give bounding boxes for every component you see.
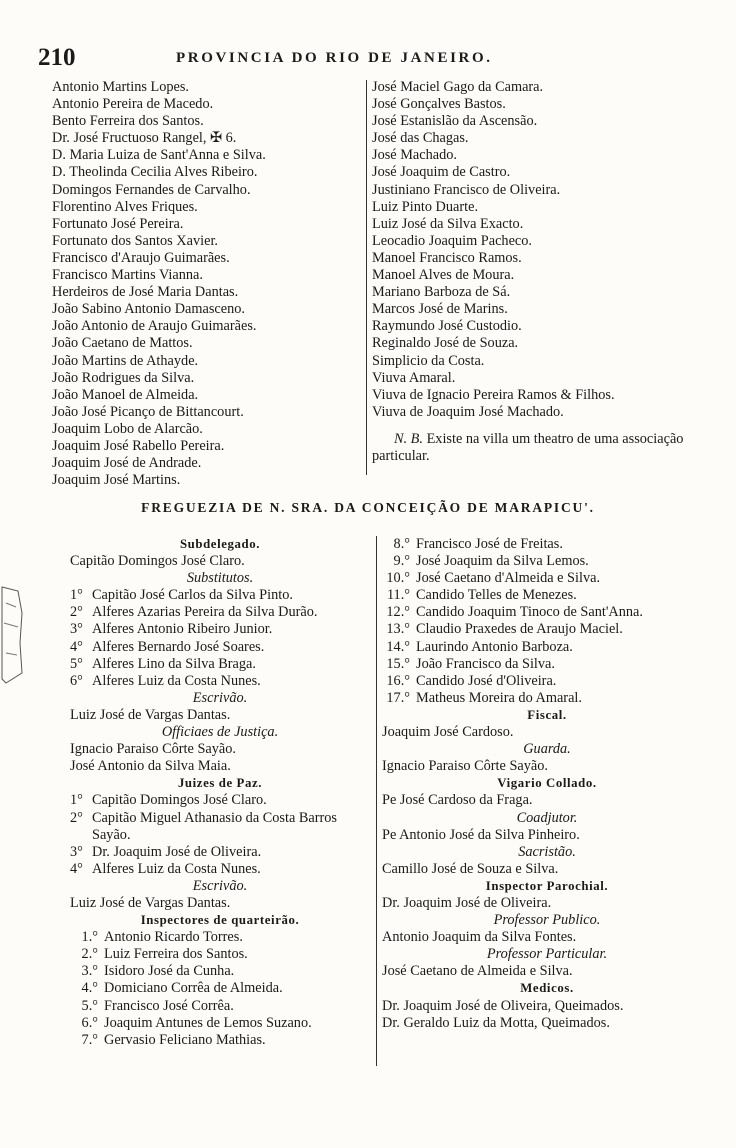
list-item: Joaquim José Martins. [52, 472, 181, 489]
table-row [70, 844, 370, 861]
table-row [70, 792, 370, 809]
list-item: Raymundo José Custodio. [372, 318, 522, 335]
list-item: João Martins de Athayde. [52, 352, 199, 369]
ordinal: 1° [70, 587, 83, 604]
ordinal: 9.° [393, 553, 410, 570]
page-header [38, 46, 698, 74]
person-name: Capitão Domingos José Claro. [92, 792, 267, 809]
professor-publico-name: Antonio Joaquim da Silva Fontes. [382, 929, 577, 946]
officiaes-heading: Officiaes de Justiça. [161, 724, 279, 741]
ordinal: 16.° [386, 672, 410, 689]
list-item: Luiz José da Silva Exacto. [372, 215, 524, 232]
inspector-parochial-heading: Inspector Parochial. [485, 878, 609, 893]
list-item: Luiz Pinto Duarte. [372, 198, 479, 215]
table-row [382, 690, 712, 707]
list-item: Viuva de Joaquim José Machado. [372, 403, 564, 420]
ordinal: 6° [70, 672, 83, 689]
list-item: Marcos José de Marins. [372, 301, 508, 318]
table-row [70, 1015, 370, 1032]
list-item: Mariano Barboza de Sá. [372, 284, 511, 301]
table-row [382, 587, 712, 604]
ordinal: 6.° [81, 1014, 98, 1031]
person-name: Laurindo Antonio Barboza. [416, 638, 573, 655]
ordinal: 4° [70, 638, 83, 655]
ordinal: 8.° [393, 536, 410, 552]
list-item: Francisco d'Araujo Guimarães. [52, 249, 230, 266]
escrivao2-name: Luiz José de Vargas Dantas. [70, 894, 231, 911]
list-item: Leocadio Joaquim Pacheco. [372, 232, 532, 249]
table-row [382, 639, 712, 656]
inspectores-heading: Inspectores de quarteirão. [140, 913, 300, 928]
list-item: Domingos Fernandes de Carvalho. [52, 181, 251, 198]
list-item: José Machado. [372, 147, 457, 164]
list-item: José Joaquim de Castro. [372, 164, 511, 181]
running-title: PROVINCIA DO RIO DE JANEIRO. [176, 50, 493, 66]
table-row [70, 1032, 370, 1049]
list-item: Antonio Pereira de Macedo. [52, 96, 214, 113]
list-item: Antonio Martins Lopes. [52, 79, 190, 95]
person-name: Capitão José Carlos da Silva Pinto. [92, 587, 293, 604]
coadjutor-heading: Coadjutor. [516, 809, 578, 826]
list-item: José Maciel Gago da Camara. [372, 79, 544, 95]
ordinal: 1.° [81, 929, 98, 946]
subdelegado-name: Capitão Domingos José Claro. [70, 553, 245, 570]
list-item: Viuva de Ignacio Pereira Ramos & Filhos. [372, 386, 615, 403]
vigario-name: Pe José Cardoso da Fraga. [382, 792, 533, 809]
ordinal: 2.° [81, 946, 98, 963]
fiscal-name: Joaquim José Cardoso. [382, 724, 514, 741]
person-name: Antonio Ricardo Torres. [104, 929, 243, 946]
list-item: Florentino Alves Friques. [52, 198, 198, 215]
list-item: Joaquim José de Andrade. [52, 455, 202, 472]
sacristao-heading: Sacristão. [518, 843, 576, 860]
guarda-name: Ignacio Paraiso Côrte Sayão. [382, 758, 548, 775]
list-item: Joaquim José Rabello Pereira. [52, 437, 225, 454]
inspector-parochial-name: Dr. Joaquim José de Oliveira. [382, 894, 552, 911]
ordinal: 3° [70, 843, 83, 860]
guarda-heading: Guarda. [523, 741, 571, 758]
ordinal: 17.° [386, 689, 410, 706]
table-row [382, 621, 712, 638]
fiscal-heading: Fiscal. [527, 707, 567, 722]
person-name: Alferes Bernardo José Soares. [92, 638, 265, 655]
vigario-heading: Vigario Collado. [497, 776, 597, 791]
person-name: Isidoro José da Cunha. [104, 963, 235, 980]
inspectores-continued-list [382, 536, 712, 707]
ordinal: 2° [70, 604, 83, 621]
person-name: João Francisco da Silva. [416, 655, 555, 672]
list-item: Herdeiros de José Maria Dantas. [52, 284, 239, 301]
list-item: Fortunato dos Santos Xavier. [52, 232, 218, 249]
table-row [70, 587, 370, 604]
list-item: José das Chagas. [372, 130, 469, 147]
list-item: Bento Ferreira dos Santos. [52, 113, 204, 130]
table-row [70, 946, 370, 963]
medico-2: Dr. Geraldo Luiz da Motta, Queimados. [382, 1014, 610, 1031]
list-item: Viuva Amaral. [372, 369, 456, 386]
note-nb-text: Existe na villa um theatro de uma associação particular. [372, 430, 684, 464]
table-row [70, 656, 370, 673]
list-item: João Caetano de Mattos. [52, 335, 193, 352]
ordinal: 13.° [386, 621, 410, 638]
ordinal: 14.° [386, 638, 410, 655]
table-row [70, 639, 370, 656]
person-name: Claudio Praxedes de Araujo Maciel. [416, 621, 623, 638]
list-item: José Estanislão da Ascensão. [372, 113, 538, 130]
list-item: Joaquim Lobo de Alarcão. [52, 420, 203, 437]
list-item: João Rodrigues da Silva. [52, 369, 195, 386]
table-row [70, 827, 370, 844]
top-column-divider [366, 80, 367, 475]
list-item: D. Theolinda Cecilia Alves Ribeiro. [52, 164, 258, 181]
list-item: Reginaldo José de Souza. [372, 335, 519, 352]
list-item: João José Picanço de Bittancourt. [52, 403, 244, 420]
person-name: Dr. Joaquim José de Oliveira. [92, 843, 262, 860]
ordinal: 2° [70, 809, 83, 826]
bottom-left-column [70, 536, 370, 1049]
medico-1: Dr. Joaquim José de Oliveira, Queimados. [382, 997, 624, 1014]
ordinal: 15.° [386, 655, 410, 672]
juizes-heading: Juizes de Paz. [177, 776, 263, 791]
inspectores-list [70, 929, 370, 1049]
substitutos-list [70, 587, 370, 690]
list-item: José Gonçalves Bastos. [372, 96, 506, 113]
table-row [382, 536, 712, 553]
table-row [70, 810, 370, 827]
professor-particular-heading: Professor Particular. [486, 946, 608, 963]
person-name: Alferes Azarias Pereira da Silva Durão. [92, 604, 318, 621]
person-name: Candido Telles de Menezes. [416, 587, 577, 604]
table-row [382, 673, 712, 690]
list-item: Manoel Francisco Ramos. [372, 249, 522, 266]
sacristao-name: Camillo José de Souza e Silva. [382, 860, 559, 877]
person-name: Capitão Miguel Athanasio da Costa Barros [92, 809, 337, 826]
person-name: Candido Joaquim Tinoco de Sant'Anna. [416, 604, 643, 621]
table-row [382, 570, 712, 587]
table-row [70, 673, 370, 690]
ordinal: 1° [70, 792, 83, 809]
ordinal: 3.° [81, 963, 98, 980]
person-name: Alferes Lino da Silva Braga. [92, 655, 256, 672]
table-row [70, 980, 370, 997]
person-name: Matheus Moreira do Amaral. [416, 689, 582, 706]
ordinal: 10.° [386, 570, 410, 587]
table-row [382, 656, 712, 673]
note-nb [372, 431, 702, 465]
person-name: Joaquim Antunes de Lemos Suzano. [104, 1014, 312, 1031]
list-item: Fortunato José Pereira. [52, 215, 184, 232]
table-row [70, 998, 370, 1015]
professor-publico-heading: Professor Publico. [493, 912, 601, 929]
list-item: Simplicio da Costa. [372, 352, 485, 369]
escrivao-name: Luiz José de Vargas Dantas. [70, 706, 231, 723]
person-name: Gervasio Feliciano Mathias. [104, 1031, 266, 1048]
escrivao2-heading: Escrivão. [192, 877, 248, 894]
table-row [382, 604, 712, 621]
page-number: 210 [38, 44, 76, 71]
person-name: José Joaquim da Silva Lemos. [416, 553, 589, 570]
ordinal: 3° [70, 621, 83, 638]
note-nb-label: N. B. [394, 430, 423, 447]
table-row [382, 553, 712, 570]
person-name: Francisco José Corrêa. [104, 997, 234, 1014]
substitutos-heading: Substitutos. [186, 570, 254, 587]
medicos-heading: Medicos. [520, 981, 574, 996]
person-name: Sayão. [92, 826, 131, 843]
list-item: D. Maria Luiza de Sant'Anna e Silva. [52, 147, 266, 164]
person-name: Alferes Luiz da Costa Nunes. [92, 672, 261, 689]
subdelegado-heading: Subdelegado. [179, 537, 261, 551]
table-row [70, 861, 370, 878]
officiaes-name-1: Ignacio Paraiso Côrte Sayão. [70, 741, 236, 758]
coadjutor-name: Pe Antonio José da Silva Pinheiro. [382, 826, 580, 843]
ordinal: 7.° [81, 1031, 98, 1048]
person-name: Candido José d'Oliveira. [416, 672, 557, 689]
ordinal: 4.° [81, 980, 98, 997]
officiaes-name-2: José Antonio da Silva Maia. [70, 758, 231, 775]
ordinal: 5.° [81, 997, 98, 1014]
bottom-right-column [382, 536, 712, 1032]
ordinal: 11.° [386, 587, 410, 604]
ordinal: 5° [70, 655, 83, 672]
top-left-column [52, 79, 362, 489]
bottom-column-divider [376, 536, 377, 1066]
top-right-column [372, 79, 702, 465]
list-item: João Sabino Antonio Damasceno. [52, 301, 245, 318]
person-name: Domiciano Corrêa de Almeida. [104, 980, 283, 997]
table-row [70, 621, 370, 638]
list-item: Francisco Martins Vianna. [52, 267, 203, 284]
list-item: Justiniano Francisco de Oliveira. [372, 181, 561, 198]
ordinal: 4° [70, 860, 83, 877]
person-name: José Caetano d'Almeida e Silva. [416, 570, 601, 587]
table-row [70, 963, 370, 980]
list-item: João Antonio de Araujo Guimarães. [52, 318, 257, 335]
juizes-list [70, 792, 370, 877]
person-name: Alferes Luiz da Costa Nunes. [92, 860, 261, 877]
ordinal: 12.° [386, 604, 410, 621]
list-item: João Manoel de Almeida. [52, 386, 199, 403]
table-row [70, 604, 370, 621]
list-item: Manoel Alves de Moura. [372, 267, 515, 284]
person-name: Luiz Ferreira dos Santos. [104, 946, 248, 963]
escrivao-heading: Escrivão. [192, 689, 248, 706]
margin-binding-mark [0, 583, 24, 687]
table-row [70, 929, 370, 946]
person-name: Francisco José de Freitas. [416, 536, 563, 552]
section-title: FREGUEZIA DE N. SRA. DA CONCEIÇÃO DE MARAPICU'. [141, 500, 595, 515]
list-item: Dr. José Fructuoso Rangel, ✠ 6. [52, 130, 237, 147]
person-name: Alferes Antonio Ribeiro Junior. [92, 621, 273, 638]
professor-particular-name: José Caetano de Almeida e Silva. [382, 963, 573, 980]
